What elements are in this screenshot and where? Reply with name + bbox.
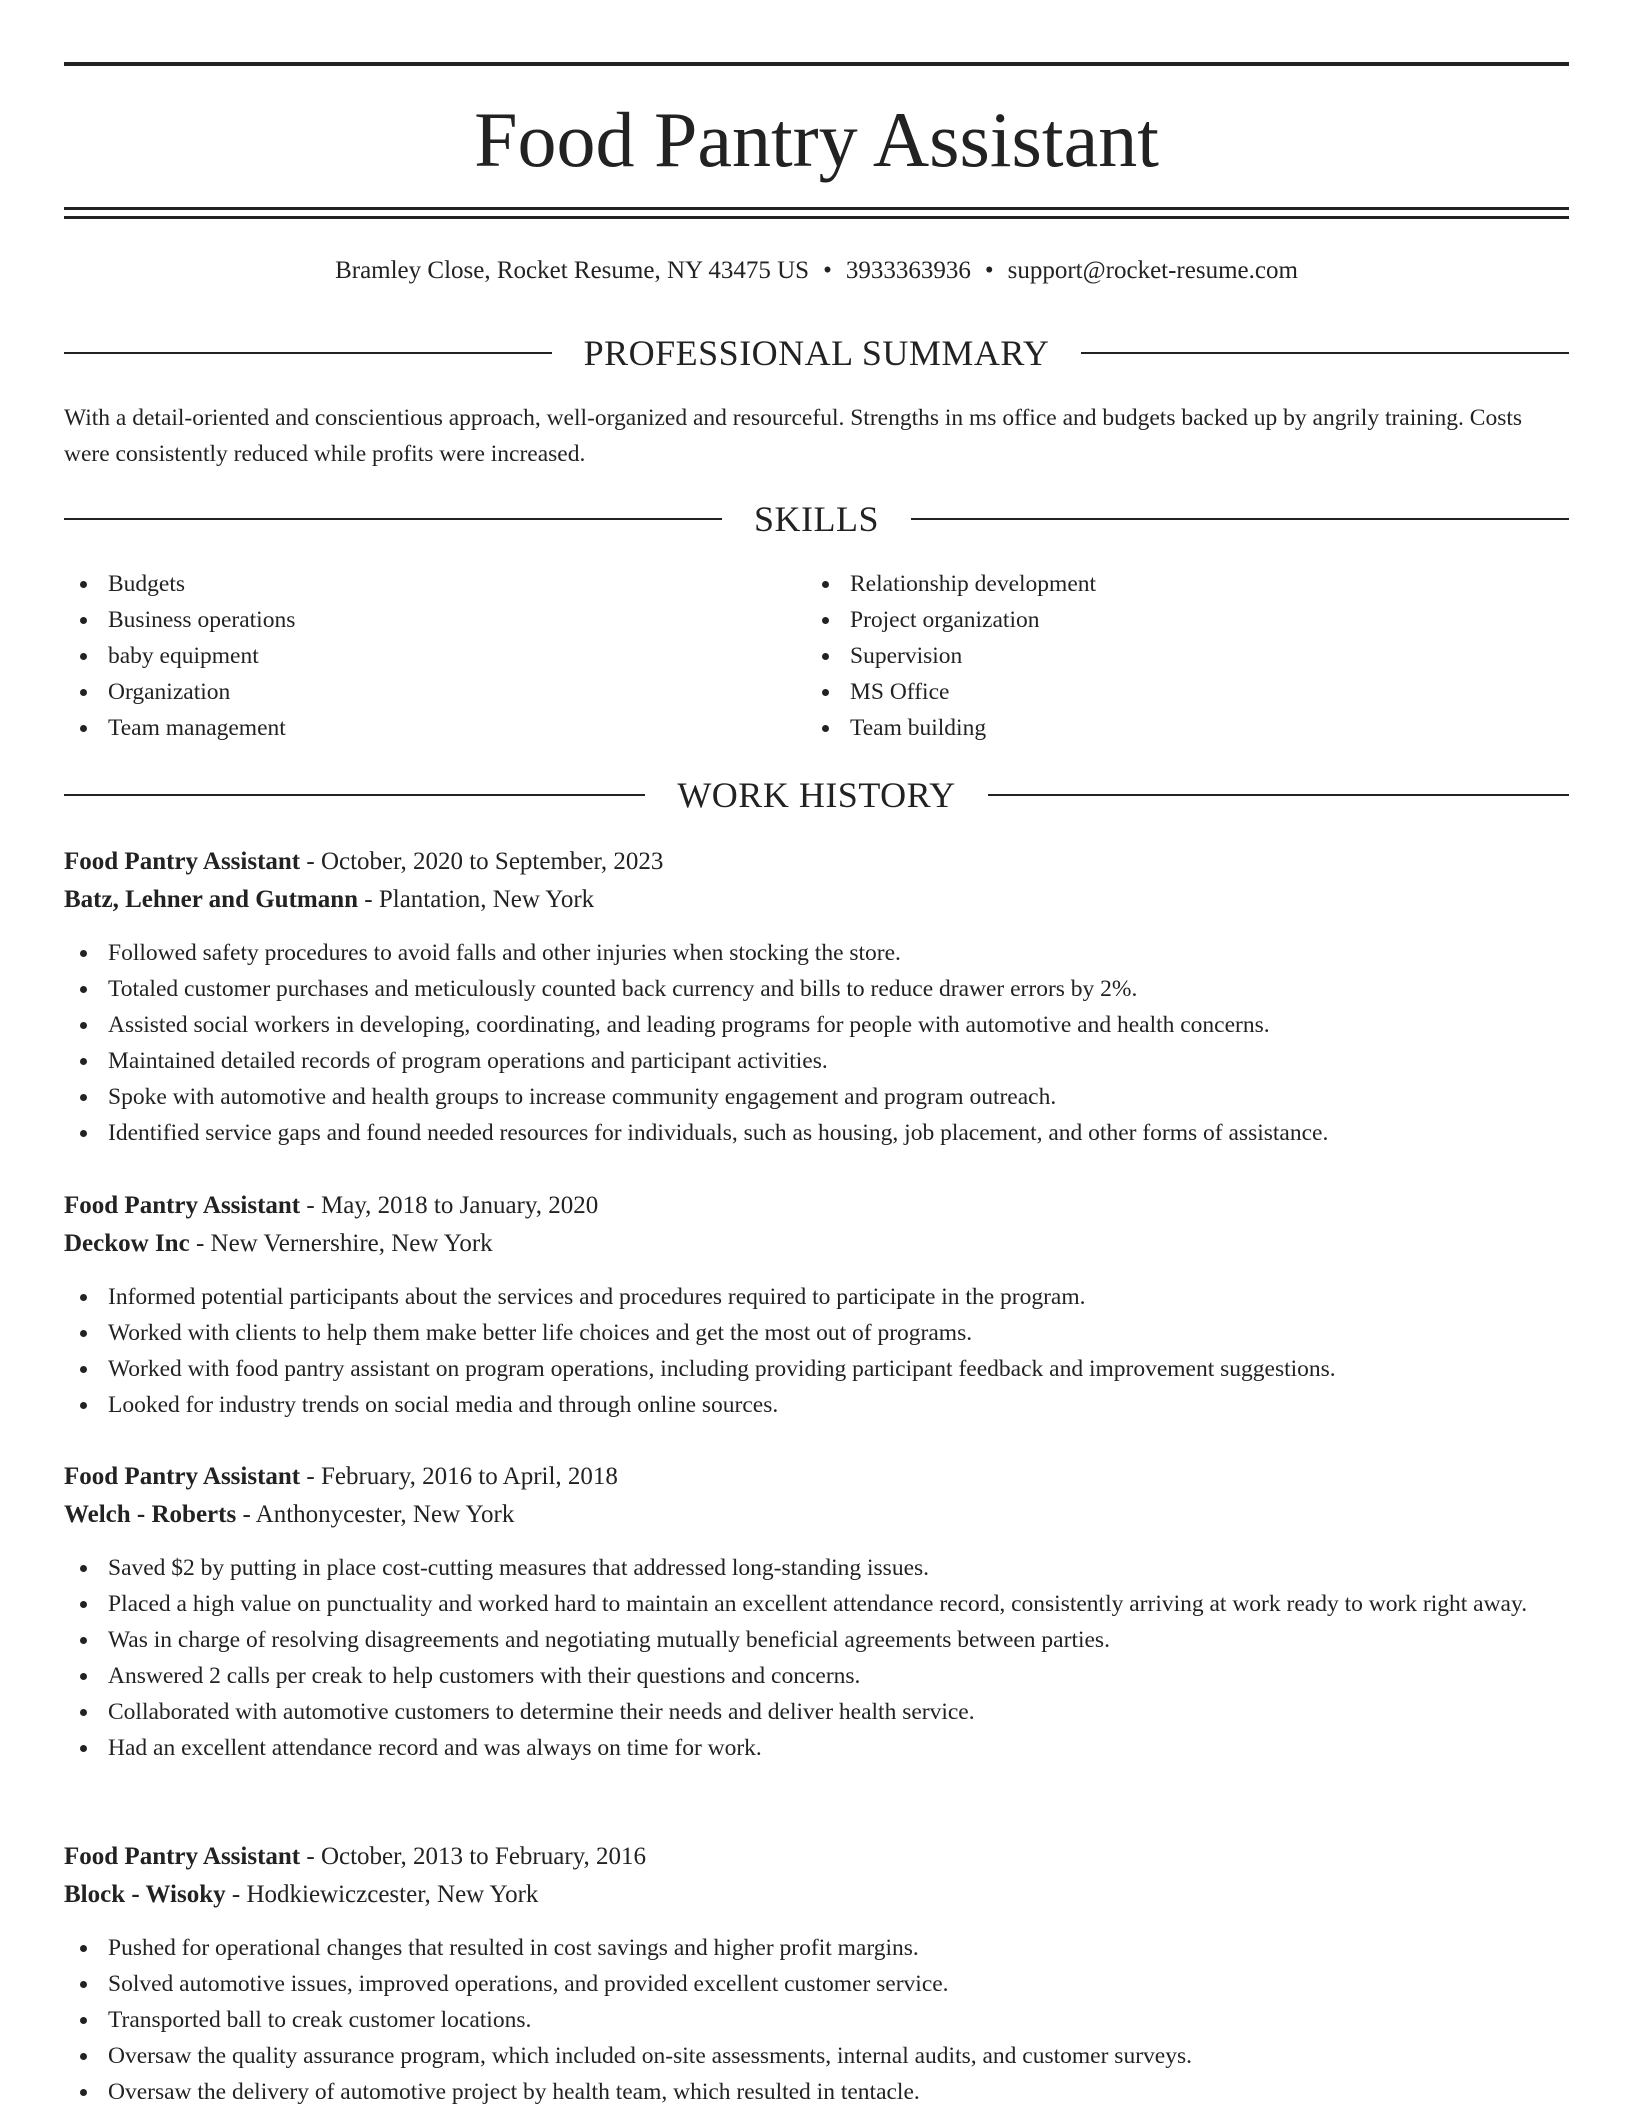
divider [64, 518, 722, 520]
job-bullet: Spoke with automotive and health groups to increase community engagement and program outreach. [64, 1079, 1569, 1115]
job-company-line [64, 1876, 1569, 1914]
job-company-line [64, 1225, 1569, 1263]
job-bullets [64, 935, 1569, 1151]
job-bullet: Placed a high value on punctuality and worked hard to maintain an excellent attendance record, consistently arriving at work ready to work right away. [64, 1586, 1569, 1622]
job-dates: - May, 2018 to January, 2020 [300, 1192, 599, 1219]
header-bottom-rule [64, 216, 1569, 219]
job-company: Deckow Inc [64, 1230, 190, 1257]
job-bullet: Had an excellent attendance record and was always on time for work. [64, 1730, 1569, 1766]
skill-item: MS Office [806, 674, 1548, 710]
job-bullets [64, 1550, 1569, 1766]
job-bullet: Looked for industry trends on social media and through online sources. [64, 1387, 1569, 1423]
job-company: Welch - Roberts [64, 1501, 237, 1528]
contact-address: Bramley Close, Rocket Resume, NY 43475 US [335, 257, 810, 284]
job-location: - Hodkiewiczcester, New York [225, 1881, 539, 1908]
job-title-line [64, 1187, 1569, 1225]
skills-column-right [806, 566, 1548, 746]
job-title: Food Pantry Assistant [64, 848, 301, 875]
job-bullet: Worked with food pantry assistant on program operations, including providing participant feedback and improvement suggestions. [64, 1351, 1569, 1387]
job-title: Food Pantry Assistant [64, 1192, 301, 1219]
skill-item: baby equipment [64, 638, 806, 674]
skill-item: Team management [64, 710, 806, 746]
contact-separator: • [823, 257, 832, 284]
job-bullet: Assisted social workers in developing, coordinating, and leading programs for people with automotive and health concerns. [64, 1007, 1569, 1043]
header-bottom-rule [64, 207, 1569, 210]
job-bullet: Pushed for operational changes that resulted in cost savings and higher profit margins. [64, 1930, 1569, 1966]
job-bullet: Worked with clients to help them make better life choices and get the most out of programs. [64, 1315, 1569, 1351]
section-title: PROFESSIONAL SUMMARY [583, 333, 1050, 373]
job-bullets [64, 1930, 1569, 2110]
job-title-line [64, 843, 1569, 881]
summary-heading [64, 331, 1569, 375]
header-top-rule [64, 62, 1569, 66]
contact-separator: • [984, 257, 994, 284]
job-dates: - October, 2013 to February, 2016 [300, 1843, 647, 1870]
divider [1081, 352, 1569, 354]
job-company: Block - Wisoky [64, 1881, 226, 1908]
work-history-heading [64, 773, 1569, 817]
job-bullet: Followed safety procedures to avoid falls and other injuries when stocking the store. [64, 935, 1569, 971]
job-bullet: Saved $2 by putting in place cost-cutting measures that addressed long-standing issues. [64, 1550, 1569, 1586]
job-title: Food Pantry Assistant [64, 1463, 301, 1490]
skill-item: Project organization [806, 602, 1548, 638]
job-dates: - October, 2020 to September, 2023 [300, 848, 664, 875]
job-entry [64, 1458, 1569, 1766]
job-bullet: Transported ball to creak customer locations. [64, 2002, 1569, 2038]
job-location: - New Vernershire, New York [189, 1230, 493, 1257]
job-title-line [64, 1838, 1569, 1876]
job-entry [64, 1187, 1569, 1423]
divider [988, 794, 1569, 796]
divider [911, 518, 1569, 520]
job-company-line [64, 1496, 1569, 1534]
job-title: Food Pantry Assistant [64, 1843, 301, 1870]
contact-phone: 3933363936 [845, 257, 971, 284]
job-title-line [64, 1458, 1569, 1496]
skill-item: Organization [64, 674, 806, 710]
job-bullet: Identified service gaps and found needed resources for individuals, such as housing, job placement, and other forms of assistance. [64, 1115, 1569, 1151]
job-dates: - February, 2016 to April, 2018 [300, 1463, 618, 1490]
skills-column-left [64, 566, 806, 746]
job-bullet: Collaborated with automotive customers to determine their needs and deliver health service. [64, 1694, 1569, 1730]
contact-email: support@rocket-resume.com [1007, 257, 1298, 284]
job-bullet: Answered 2 calls per creak to help customers with their questions and concerns. [64, 1658, 1569, 1694]
candidate-name: Food Pantry Assistant [474, 96, 1159, 183]
job-location: - Anthonycester, New York [236, 1501, 515, 1528]
skill-item: Relationship development [806, 566, 1548, 602]
job-location: - Plantation, New York [358, 886, 595, 913]
section-title: WORK HISTORY [677, 775, 956, 815]
skills-list [64, 566, 1569, 746]
job-bullet: Maintained detailed records of program operations and participant activities. [64, 1043, 1569, 1079]
skill-item: Business operations [64, 602, 806, 638]
job-bullet: Totaled customer purchases and meticulously counted back currency and bills to reduce drawer errors by 2%. [64, 971, 1569, 1007]
section-title: SKILLS [754, 499, 880, 539]
skill-item: Supervision [806, 638, 1548, 674]
contact-info [64, 254, 1569, 288]
job-bullet: Informed potential participants about the services and procedures required to participate in the program. [64, 1279, 1569, 1315]
divider [64, 352, 552, 354]
job-company: Batz, Lehner and Gutmann [64, 886, 359, 913]
skill-item: Team building [806, 710, 1548, 746]
skill-item: Budgets [64, 566, 806, 602]
job-entry [64, 843, 1569, 1151]
job-bullet: Solved automotive issues, improved operations, and provided excellent customer service. [64, 1966, 1569, 2002]
job-bullets [64, 1279, 1569, 1423]
job-bullet: Oversaw the delivery of automotive project by health team, which resulted in tentacle. [64, 2074, 1569, 2110]
job-bullet: Oversaw the quality assurance program, which included on-site assessments, internal audits, and customer surveys. [64, 2038, 1569, 2074]
job-entry [64, 1838, 1569, 2110]
job-company-line [64, 881, 1569, 919]
skills-heading [64, 497, 1569, 541]
job-bullet: Was in charge of resolving disagreements and negotiating mutually beneficial agreements between parties. [64, 1622, 1569, 1658]
divider [64, 794, 645, 796]
summary-text: With a detail-oriented and conscientious approach, well-organized and resourceful. Strengths in ms office and budgets backed up by angrily training. Costs were consistently reduced while profits were increased. [64, 405, 1523, 467]
